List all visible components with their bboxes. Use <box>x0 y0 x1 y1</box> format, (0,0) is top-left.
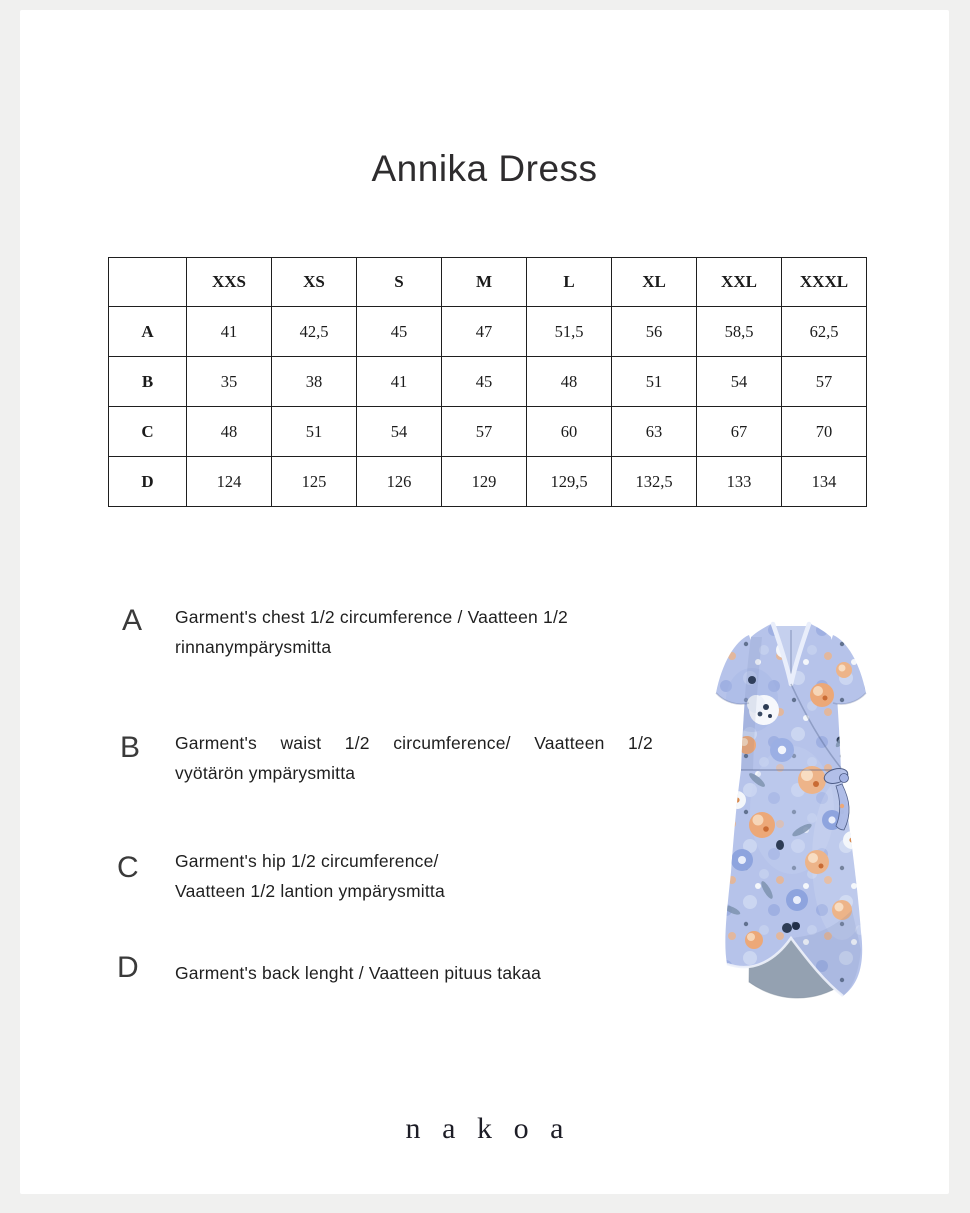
table-cell: 35 <box>187 357 272 407</box>
table-cell: 62,5 <box>782 307 867 357</box>
row-label-b: B <box>109 357 187 407</box>
table-row-d <box>109 457 867 507</box>
table-cell: 126 <box>357 457 442 507</box>
table-cell: 70 <box>782 407 867 457</box>
legend-text-a <box>175 602 653 662</box>
legend-text-c-line1: Garment's hip 1/2 circumference/ <box>175 851 439 871</box>
table-cell: 129,5 <box>527 457 612 507</box>
legend-text-a-line2: rinnanympärysmitta <box>175 637 332 657</box>
table-cell: 42,5 <box>272 307 357 357</box>
size-column-header-xxxl: XXXL <box>782 258 867 307</box>
legend-key-a: A <box>122 604 143 637</box>
legend-key-c: C <box>117 851 139 884</box>
table-cell: 48 <box>187 407 272 457</box>
table-cell: 133 <box>697 457 782 507</box>
table-cell: 125 <box>272 457 357 507</box>
brand-logo: nakoa <box>405 1112 586 1145</box>
size-table-header-row <box>109 258 867 307</box>
table-cell: 54 <box>357 407 442 457</box>
table-cell: 38 <box>272 357 357 407</box>
legend-key-b: B <box>120 731 141 764</box>
table-cell: 134 <box>782 457 867 507</box>
legend-text-d <box>175 958 653 988</box>
legend-text-d-line1: Garment's back lenght / Vaatteen pituus takaa <box>175 963 542 983</box>
size-column-header-xxl: XXL <box>697 258 782 307</box>
row-label-d: D <box>109 457 187 507</box>
product-photo-floral-wrap-dress <box>692 610 890 1010</box>
table-cell: 124 <box>187 457 272 507</box>
table-cell: 54 <box>697 357 782 407</box>
page-title: Annika Dress <box>371 147 598 189</box>
legend-text-c <box>175 846 653 906</box>
table-cell: 58,5 <box>697 307 782 357</box>
size-column-header-m: M <box>442 258 527 307</box>
legend-key-d: D <box>117 951 139 984</box>
legend-text-b <box>175 728 653 788</box>
table-cell: 45 <box>357 307 442 357</box>
table-cell: 48 <box>527 357 612 407</box>
table-row-c <box>109 407 867 457</box>
table-cell: 51 <box>272 407 357 457</box>
row-label-a: A <box>109 307 187 357</box>
legend-text-c-line2: Vaatteen 1/2 lantion ympärysmitta <box>175 881 445 901</box>
size-column-header-xxs: XXS <box>187 258 272 307</box>
table-cell: 51 <box>612 357 697 407</box>
table-cell: 129 <box>442 457 527 507</box>
legend-text-a-line1: Garment's chest 1/2 circumference / Vaatteen 1/2 <box>175 607 568 627</box>
table-row-a <box>109 307 867 357</box>
dress-illustration <box>692 610 890 1010</box>
table-cell: 45 <box>442 357 527 407</box>
size-column-header-xs: XS <box>272 258 357 307</box>
size-column-header-l: L <box>527 258 612 307</box>
legend-text-b-line2: vyötärön ympärysmitta <box>175 763 356 783</box>
size-column-header-s: S <box>357 258 442 307</box>
table-cell: 57 <box>782 357 867 407</box>
table-cell: 60 <box>527 407 612 457</box>
row-label-c: C <box>109 407 187 457</box>
size-column-header-xl: XL <box>612 258 697 307</box>
size-table-corner-cell <box>109 258 187 307</box>
table-cell: 132,5 <box>612 457 697 507</box>
legend-text-b-line1: Garment's waist 1/2 circumference/ Vaatteen 1/2 <box>175 733 653 753</box>
table-cell: 51,5 <box>527 307 612 357</box>
table-cell: 57 <box>442 407 527 457</box>
table-row-b <box>109 357 867 407</box>
table-cell: 67 <box>697 407 782 457</box>
table-cell: 63 <box>612 407 697 457</box>
table-cell: 56 <box>612 307 697 357</box>
table-cell: 47 <box>442 307 527 357</box>
table-cell: 41 <box>187 307 272 357</box>
table-cell: 41 <box>357 357 442 407</box>
size-table <box>108 257 867 507</box>
